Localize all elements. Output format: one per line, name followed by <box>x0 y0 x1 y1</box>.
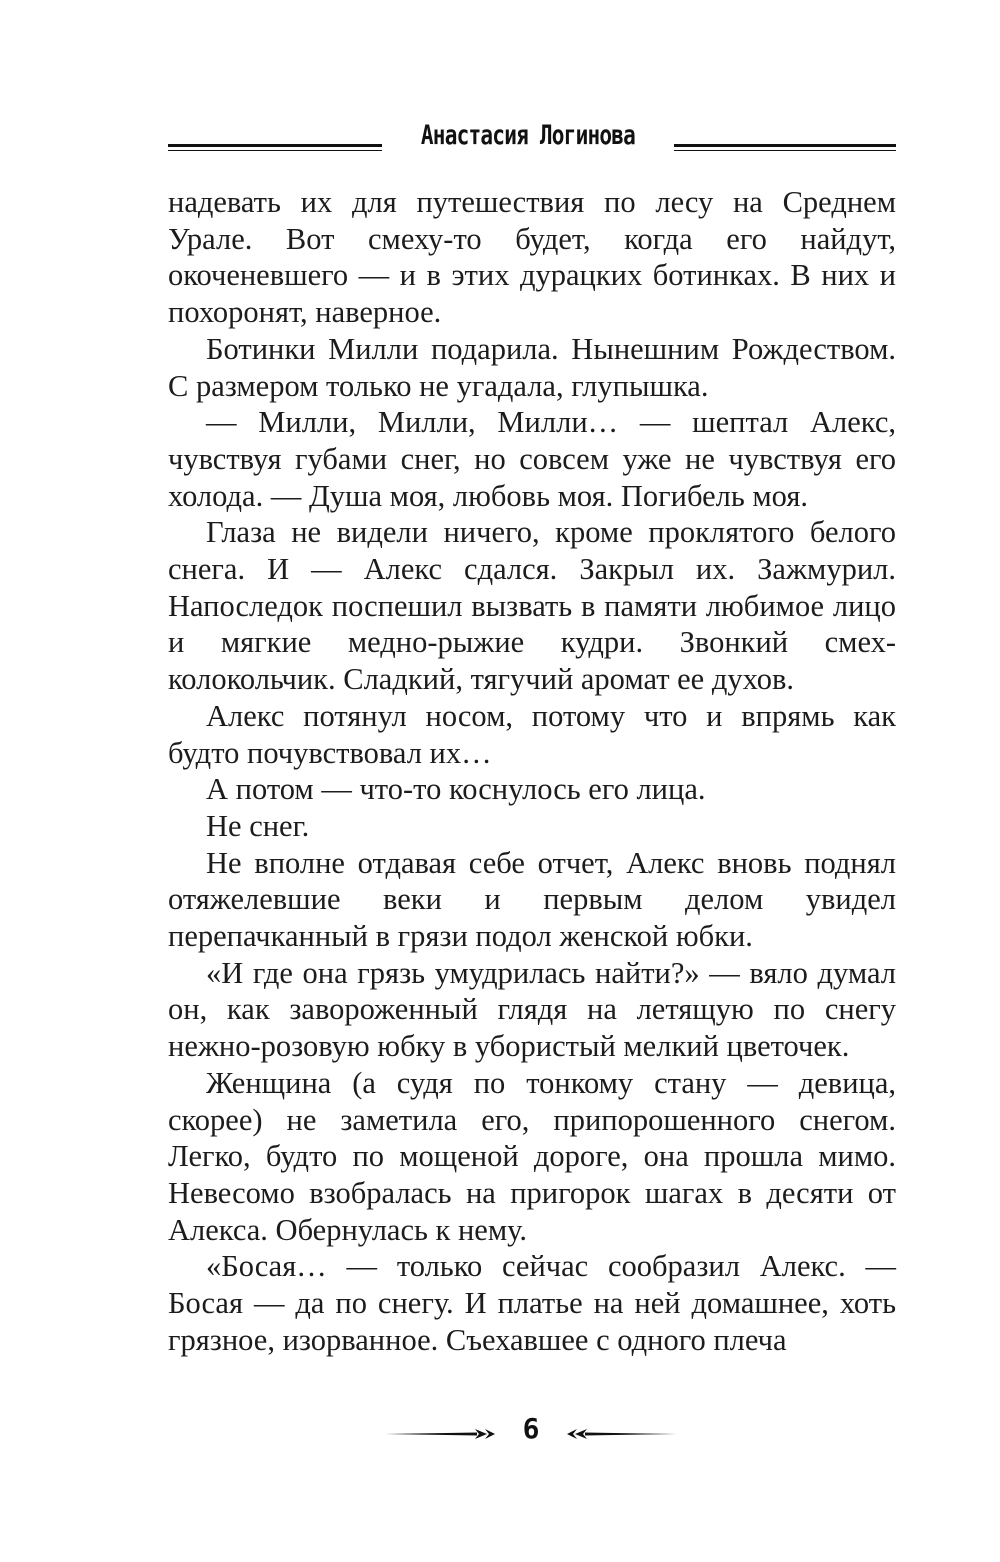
paragraph: Женщина (а судя по тонкому стану — девица, скорее) не заметила его, припорошенного снегом. Легко, будто по мощеной дороге, она прошла мимо. Невесомо взобралась на пригорок шагах в десяти от Алекса. Обернулась к нему. <box>168 1065 896 1247</box>
paragraph: надевать их для путешествия по лесу на Среднем Урале. Вот смеху-то будет, когда его найдут, окоченевшего — и в этих дурацких ботинках. В них и похоронят, наверное. <box>168 185 896 330</box>
paragraph: Алекс потянул носом, потому что и впрямь как будто почувствовал их… <box>168 698 896 770</box>
page-number: 6 <box>522 1412 540 1445</box>
paragraph: Не снег. <box>206 808 310 843</box>
ornament-arrow-left-icon <box>385 1428 495 1440</box>
paragraph: А потом — что-то коснулось его лица. <box>206 772 706 807</box>
paragraph: Глаза не видели ничего, кроме проклятого белого снега. И — Алекс сдался. Закрыл их. Зажмурил. Напоследок поспешил вызвать в памяти любимое лицо и мягкие медно-рыжие кудри. Звонкий смех-колокольчик. Сладкий, тягучий аромат ее духов. <box>168 515 896 697</box>
header-rule-right <box>674 144 896 151</box>
author-name: Анастасия Логинова <box>420 120 636 151</box>
paragraph: «Босая… — только сейчас сообразил Алекс. — Босая — да по снегу. И платье на ней домашнее, хоть грязное, изорванное. Съехавшее с одного плеча <box>168 1249 896 1357</box>
paragraph: — Милли, Милли, Милли… — шептал Алекс, чувствуя губами снег, но совсем уже не чувствуя его холода. — Душа моя, любовь моя. Погибель моя. <box>168 405 896 513</box>
paragraph: «И где она грязь умудрилась найти?» — вяло думал он, как завороженный глядя на летящую по снегу нежно-розовую юбку в убористый мелкий цветочек. <box>168 955 896 1064</box>
running-header <box>168 120 896 164</box>
paragraph: Не вполне отдавая себе отчет, Алекс вновь поднял отяжелевшие веки и первым делом увидел перепачканный в грязи подол женской юбки. <box>168 845 896 954</box>
header-rule-left <box>168 144 382 151</box>
ornament-arrow-right-icon <box>567 1428 677 1440</box>
paragraph: Ботинки Милли подарила. Нынешним Рождеством. С размером только не угадала, глупышка. <box>168 331 896 403</box>
body-text <box>168 184 896 1359</box>
page-footer <box>385 1412 677 1452</box>
